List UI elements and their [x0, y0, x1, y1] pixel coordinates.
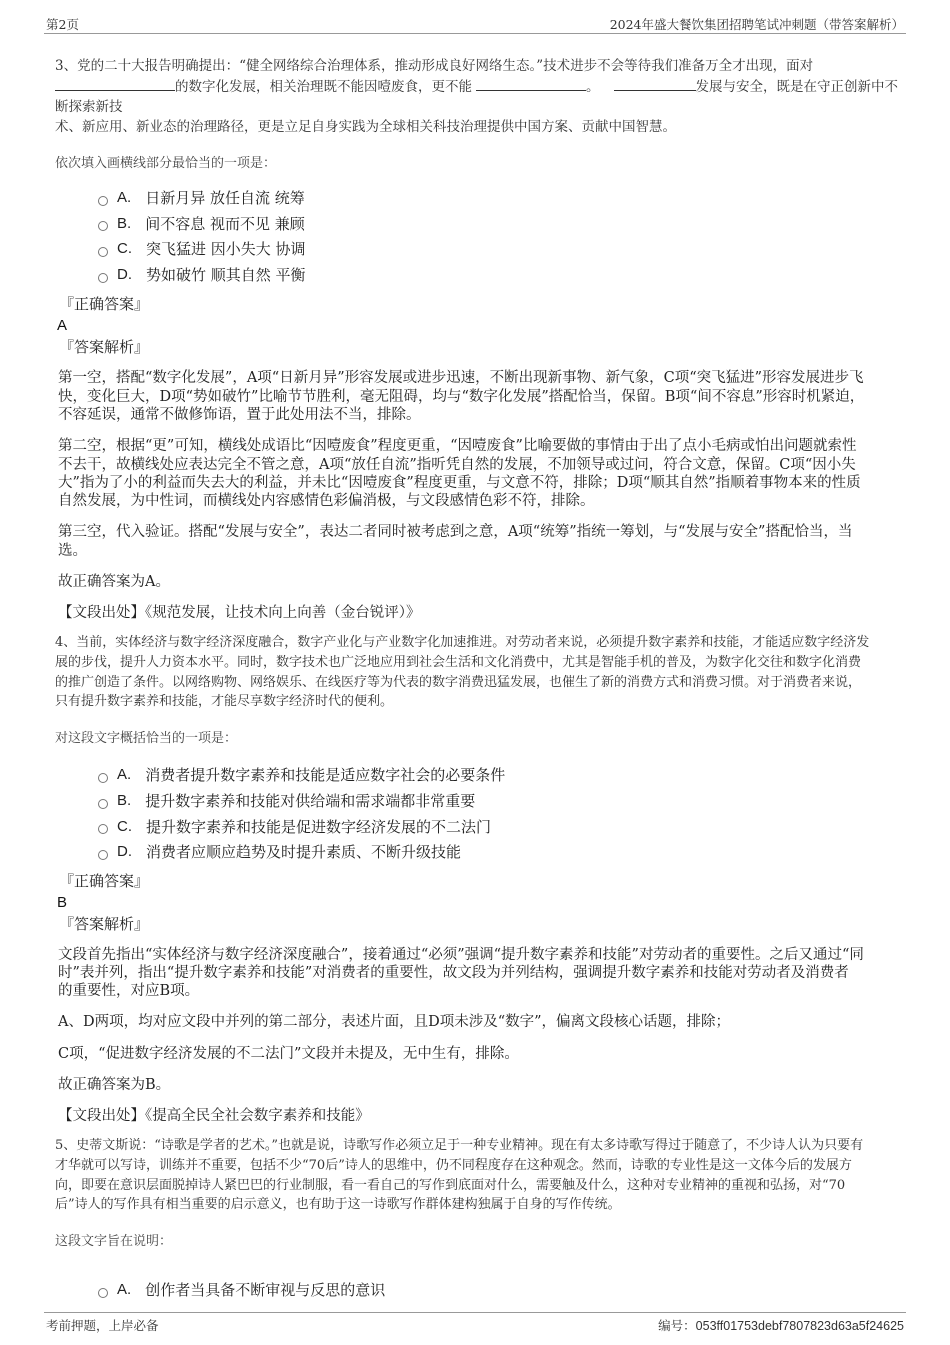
code-value: 053ff01753debf7807823d63a5f24625 — [695, 1319, 904, 1333]
q4-stem-line: 的推广创造了条件。以网络购物、网络娱乐、在线医疗等为代表的数字消费迅猛发展，也催生了新的消费方式和消费习惯。对于消费者来说， — [55, 674, 862, 690]
option-text: 势如破竹 顺其自然 平衡 — [146, 266, 306, 285]
option-c[interactable] — [55, 813, 898, 839]
option-letter: A. — [117, 1281, 132, 1299]
para-line: 不容延误，通常不做修饰语，置于此处用法不当，排除。 — [58, 406, 421, 423]
para-line: 故正确答案为A。 — [58, 574, 170, 591]
correct-answer-label: 『正确答案』 — [59, 871, 150, 890]
option-letter: B. — [117, 214, 132, 232]
code-label: 编号： — [658, 1318, 696, 1333]
radio-icon[interactable] — [98, 824, 108, 834]
q4-stem-line: 只有提升数字素养和技能，才能尽享数字经济时代的便利。 — [55, 694, 394, 710]
question-4-prompt: 对这段文字概括恰当的一项是： — [55, 731, 238, 747]
radio-icon[interactable] — [98, 247, 108, 257]
page-header — [44, 13, 906, 34]
correct-answer: B — [57, 893, 68, 911]
option-text: 提升数字素养和技能对供给端和需求端都非常重要 — [145, 792, 476, 811]
question-4-options — [55, 762, 898, 864]
para-line: 的重要性，对应B项。 — [58, 983, 200, 1000]
option-text: 消费者应顺应趋势及时提升素质、不断升级技能 — [146, 843, 462, 862]
analysis-conclusion — [58, 1076, 898, 1094]
q3-stem-line3: 术、新应用、新业态的治理路径，更是立足自身实践为全球相关科技治理提供中国方案、贡献中国智慧。 — [55, 119, 676, 135]
para-line: 选。 — [58, 542, 87, 559]
q5-stem-line: 才华就可以写诗，训练并不重要，包括不少“70后”诗人的思维中，仍不同程度存在这种观念。然而，诗歌的专业性是这一文体今后的发展方 — [55, 1158, 852, 1174]
question-4 — [55, 633, 898, 1125]
blank-2 — [476, 76, 586, 91]
option-letter: B. — [117, 792, 132, 810]
document-title: 2024年盛大餐饮集团招聘笔试冲刺题（带答案解析） — [609, 17, 904, 32]
para-line: C项，“促进数字经济发展的不二法门”文段并未提及，无中生有，排除。 — [58, 1045, 519, 1062]
option-letter: C. — [117, 817, 132, 835]
q4-stem-line: 展的步伐，提升人力资本水平。同时，数字技术也广泛地应用到社会生活和文化消费中，尤其是智能手机的普及，为数字化交往和数字化消费 — [55, 655, 862, 671]
option-letter: C. — [117, 240, 132, 258]
radio-icon[interactable] — [98, 221, 108, 231]
question-3 — [55, 56, 898, 622]
option-b[interactable] — [55, 211, 898, 237]
option-letter: A. — [117, 189, 132, 207]
q3-stem-line2b: 。 — [586, 79, 600, 95]
radio-icon[interactable] — [98, 196, 108, 206]
option-text: 消费者提升数字素养和技能是适应数字社会的必要条件 — [145, 766, 506, 785]
radio-icon[interactable] — [98, 773, 108, 783]
correct-answer: A — [57, 317, 68, 335]
footer-slogan: 考前押题，上岸必备 — [46, 1318, 159, 1333]
page-number: 第2页 — [46, 17, 79, 32]
document-code — [658, 1316, 904, 1334]
radio-icon[interactable] — [98, 799, 108, 809]
analysis-paragraph — [58, 946, 898, 1001]
radio-icon[interactable] — [98, 273, 108, 283]
q3-stem-line1: 3、党的二十大报告明确提出：“健全网络综合治理体系，推动形成良好网络生态。”技术进步不会等待我们准备万全才出现，面对 — [55, 58, 814, 74]
para-line: 自然发展，为中性词，而横线处内容感情色彩偏消极，与文段感情色彩不符，排除。 — [58, 493, 595, 510]
question-5-options — [55, 1277, 898, 1303]
para-line: A、D两项，均对应文段中并列的第二部分，表述片面，且D项未涉及“数字”，偏离文段核心话题，排除； — [58, 1014, 731, 1031]
q3-stem-line2c: 发展与安全，既是在守正创新中不断探索新技 — [55, 79, 898, 115]
analysis-label: 『答案解析』 — [59, 914, 150, 933]
para-line: 不去干，故横线处应表达完全不管之意，A项“放任自流”指听凭自然的发展，不加领导或过问，符合文意，保留。C项“因小失 — [58, 456, 856, 473]
question-3-prompt: 依次填入画横线部分最恰当的一项是： — [55, 156, 277, 171]
option-letter: D. — [117, 843, 132, 861]
analysis-conclusion — [58, 573, 898, 591]
q4-stem-line: 4、当前，实体经济与数字经济深度融合，数字产业化与产业数字化加速推进。对劳动者来说，必须提升数字素养和技能，才能适应数字经济发 — [55, 635, 870, 651]
question-5 — [55, 1136, 898, 1302]
question-5-stem — [55, 1136, 898, 1215]
analysis-paragraph — [58, 1013, 898, 1031]
analysis-label: 『答案解析』 — [59, 338, 150, 357]
question-3-options — [55, 185, 898, 287]
option-text: 提升数字素养和技能是促进数字经济发展的不二法门 — [146, 817, 492, 836]
page-footer — [44, 1312, 906, 1333]
option-letter: A. — [117, 766, 132, 784]
option-d[interactable] — [55, 839, 898, 865]
option-c[interactable] — [55, 236, 898, 262]
option-b[interactable] — [55, 788, 898, 814]
question-5-prompt: 这段文字旨在说明： — [55, 1234, 173, 1250]
para-line: 第一空，搭配“数字化发展”，A项“日新月异”形容发展或进步迅速，不断出现新事物、新气象，C项“突飞猛进”形容发展进步飞 — [58, 370, 864, 387]
option-a[interactable] — [55, 1277, 898, 1303]
q5-stem-line: 后”诗人的写作具有相当重要的启示意义，也有助于这一诗歌写作群体建构独属于自身的写作传统。 — [55, 1197, 621, 1213]
analysis-paragraph — [58, 369, 898, 424]
option-letter: D. — [117, 266, 132, 284]
analysis-paragraph — [58, 437, 898, 510]
para-line: 大”指为了小的利益而失去大的利益，并未比“因噎废食”程度更重，与文意不符，排除；D项“顺其自然”指顺着事物本来的性质 — [58, 474, 861, 491]
radio-icon[interactable] — [98, 850, 108, 860]
para-line: 第三空，代入验证。搭配“发展与安全”，表达二者同时被考虑到之意，A项“统筹”指统一筹划，与“发展与安全”搭配恰当，当 — [58, 524, 853, 541]
para-line: 文段首先指出“实体经济与数字经济深度融合”，接着通过“必须”强调“提升数字素养和技能”对劳动者的重要性。之后又通过“同 — [58, 946, 864, 963]
para-line: 故正确答案为B。 — [58, 1077, 171, 1094]
q3-stem-line2a: 的数字化发展，相关治理既不能因噎废食，更不能 — [175, 79, 472, 95]
option-d[interactable] — [55, 262, 898, 288]
option-text: 突飞猛进 因小失大 协调 — [146, 240, 306, 259]
para-line: 快，变化巨大，D项“势如破竹”比喻节节胜利，毫无阻碍，均与“数字化发展”搭配恰当，保留。B项“间不容息”形容时机紧迫， — [58, 388, 865, 405]
q5-stem-line: 5、史蒂文斯说：“诗歌是学者的艺术。”也就是说，诗歌写作必须立足于一种专业精神。现在有太多诗歌写得过于随意了，不少诗人认为只要有 — [55, 1138, 864, 1154]
correct-answer-label: 『正确答案』 — [59, 295, 150, 314]
para-line: 第二空，根据“更”可知，横线处成语比“因噎废食”程度更重，“因噎废食”比喻要做的事情由于出了点小毛病或怕出问题就索性 — [58, 438, 857, 455]
passage-source: 【文段出处】《规范发展，让技术向上向善（金台锐评）》 — [58, 605, 421, 622]
option-text: 创作者当具备不断审视与反思的意识 — [145, 1281, 386, 1300]
analysis-paragraph — [58, 523, 898, 560]
radio-icon[interactable] — [98, 1288, 108, 1298]
option-a[interactable] — [55, 185, 898, 211]
question-4-stem — [55, 633, 898, 712]
page-content — [55, 56, 898, 1303]
option-a[interactable] — [55, 762, 898, 788]
question-3-stem — [55, 56, 898, 137]
passage-source: 【文段出处】《提高全民全社会数字素养和技能》 — [58, 1108, 370, 1125]
blank-3 — [614, 76, 696, 91]
option-text: 间不容息 视而不见 兼顾 — [145, 214, 305, 233]
option-text: 日新月异 放任自流 统筹 — [145, 189, 305, 208]
q5-stem-line: 向，即要在意识层面脱掉诗人紧巴巴的行业制服，看一看自己的写作到底面对什么，需要触及什么，这种对专业精神的重视和弘扬，对“70 — [55, 1177, 846, 1193]
para-line: 时”表并列，指出“提升数字素养和技能”对消费者的重要性，故文段为并列结构，强调提升数字素养和技能对劳动者及消费者 — [58, 964, 849, 981]
blank-1 — [55, 76, 175, 91]
analysis-paragraph — [58, 1045, 898, 1063]
